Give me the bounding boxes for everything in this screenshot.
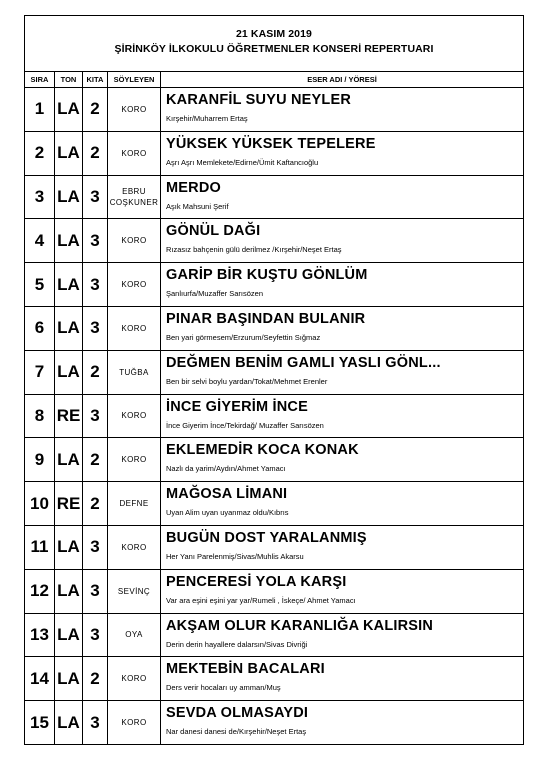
cell-sira <box>25 614 55 657</box>
row-number: 15 <box>30 712 49 732</box>
table-row <box>25 701 523 744</box>
row-number: 4 <box>34 230 45 250</box>
row-number: 8 <box>34 405 45 425</box>
song-region: Nazlı da yarim/Aydın/Ahmet Yamacı <box>166 464 286 474</box>
cell-ton <box>55 263 83 306</box>
cell-kita <box>83 526 108 569</box>
cell-sira <box>25 351 55 394</box>
row-ton: LA <box>57 143 80 163</box>
cell-soyleyen <box>108 132 161 175</box>
row-performer: KORO <box>121 411 147 421</box>
row-ton: LA <box>57 537 80 557</box>
table-row <box>25 570 523 614</box>
row-performer: KORO <box>121 542 147 552</box>
table-row <box>25 395 523 439</box>
row-ton: LA <box>57 668 80 688</box>
row-ton: LA <box>57 274 80 294</box>
table-row <box>25 482 523 526</box>
song-region: Ben bir selvi boylu yardan/Tokat/Mehmet Erenler <box>166 376 328 386</box>
song-region: Şanlıurfa/Muzaffer Sarısözen <box>166 289 263 299</box>
row-number: 9 <box>34 449 45 469</box>
row-performer: EBRU COŞKUNER <box>109 186 159 207</box>
song-region: Ders verir hocaları uy amman/Muş <box>166 683 281 693</box>
row-performer: KORO <box>121 236 147 246</box>
row-performer: OYA <box>125 630 143 640</box>
row-number: 2 <box>34 143 45 163</box>
row-kita: 3 <box>90 274 100 294</box>
row-ton: LA <box>57 712 80 732</box>
column-header-ton: TON <box>55 72 83 87</box>
cell-kita <box>83 570 108 613</box>
cell-soyleyen <box>108 88 161 131</box>
row-number: 5 <box>34 274 45 294</box>
row-performer: KORO <box>121 148 147 158</box>
row-kita: 3 <box>90 581 100 601</box>
cell-ton <box>55 657 83 700</box>
row-performer: SEVİNÇ <box>117 586 151 596</box>
cell-soyleyen <box>108 395 161 438</box>
row-number: 13 <box>30 624 49 644</box>
row-kita: 3 <box>90 537 100 557</box>
row-performer: DEFNE <box>119 499 149 509</box>
cell-kita <box>83 219 108 262</box>
cell-sira <box>25 219 55 262</box>
cell-kita <box>83 307 108 350</box>
cell-eser <box>161 132 523 175</box>
song-region: Ben yari görmesem/Erzurum/Seyfettin Sığmaz <box>166 332 321 342</box>
row-ton: LA <box>57 624 80 644</box>
cell-kita <box>83 657 108 700</box>
cell-sira <box>25 657 55 700</box>
song-title: MAĞOSA LİMANI <box>166 486 288 503</box>
cell-kita <box>83 263 108 306</box>
song-title: SEVDA OLMASAYDI <box>166 705 309 722</box>
table-row <box>25 263 523 307</box>
cell-eser <box>161 395 523 438</box>
cell-sira <box>25 526 55 569</box>
cell-soyleyen <box>108 614 161 657</box>
table-row <box>25 351 523 395</box>
column-header-kita: KITA <box>83 72 108 87</box>
cell-ton <box>55 438 83 481</box>
row-kita: 3 <box>90 318 100 338</box>
row-ton: LA <box>57 318 80 338</box>
song-title: PINAR BAŞINDAN BULANIR <box>166 310 366 327</box>
cell-ton <box>55 88 83 131</box>
cell-soyleyen <box>108 657 161 700</box>
cell-sira <box>25 438 55 481</box>
song-region: Aşrı Aşrı Memlekete/Edirne/Ümit Kaftancıoğlu <box>166 157 319 167</box>
title-block <box>25 16 523 72</box>
cell-kita <box>83 438 108 481</box>
concert-date: 21 KASIM 2019 <box>235 28 312 40</box>
row-kita: 2 <box>90 449 100 469</box>
cell-sira <box>25 570 55 613</box>
cell-kita <box>83 88 108 131</box>
row-number: 7 <box>34 362 45 382</box>
cell-ton <box>55 351 83 394</box>
cell-eser <box>161 263 523 306</box>
column-header-row <box>25 72 523 88</box>
table-row <box>25 614 523 658</box>
row-performer: TUĞBA <box>119 367 149 377</box>
row-number: 10 <box>30 493 49 513</box>
cell-kita <box>83 614 108 657</box>
song-region: Uyan Alim uyan uyanmaz oldu/Kıbrıs <box>166 508 289 518</box>
column-header-soyleyen: SÖYLEYEN <box>108 72 161 87</box>
cell-kita <box>83 132 108 175</box>
song-title: DEĞMEN BENİM GAMLI YASLI GÖNL... <box>166 354 441 371</box>
song-region: Her Yanı Parelenmiş/Sivas/Muhlis Akarsu <box>166 551 304 561</box>
row-kita: 2 <box>90 143 100 163</box>
song-region: Var ara eşini eşini yar yar/Rumeli , İskeçe/ Ahmet Yamacı <box>166 595 356 605</box>
cell-ton <box>55 526 83 569</box>
table-row <box>25 438 523 482</box>
song-region: Derin derin hayallere dalarsın/Sivas Divriği <box>166 639 308 649</box>
cell-ton <box>55 701 83 744</box>
cell-eser <box>161 482 523 525</box>
page-title: ŞİRİNKÖY İLKOKULU ÖĞRETMENLER KONSERİ REPERTUARI <box>114 43 434 55</box>
cell-ton <box>55 307 83 350</box>
row-ton: LA <box>57 99 80 119</box>
row-kita: 3 <box>90 712 100 732</box>
table-row <box>25 88 523 132</box>
table-row <box>25 657 523 701</box>
row-number: 14 <box>30 668 49 688</box>
row-kita: 3 <box>90 405 100 425</box>
cell-sira <box>25 701 55 744</box>
row-ton: LA <box>57 362 80 382</box>
table-row <box>25 176 523 220</box>
song-title: PENCERESİ YOLA KARŞI <box>166 573 347 590</box>
song-title: EKLEMEDİR KOCA KONAK <box>166 442 359 459</box>
cell-soyleyen <box>108 482 161 525</box>
row-number: 1 <box>34 99 45 119</box>
table-row <box>25 526 523 570</box>
song-region: Rızasız bahçenin gülü derilmez /Kırşehir/Neşet Ertaş <box>166 245 342 255</box>
row-number: 11 <box>30 537 49 557</box>
cell-eser <box>161 526 523 569</box>
song-title: GÖNÜL DAĞI <box>166 223 261 240</box>
row-ton: RE <box>56 405 81 425</box>
song-region: İnce Giyerim İnce/Tekirdağ/ Muzaffer Sarısözen <box>166 420 324 430</box>
cell-kita <box>83 351 108 394</box>
table-body <box>25 88 523 744</box>
row-ton: LA <box>57 186 80 206</box>
song-title: KARANFİL SUYU NEYLER <box>166 92 351 108</box>
cell-eser <box>161 307 523 350</box>
cell-soyleyen <box>108 351 161 394</box>
cell-ton <box>55 176 83 219</box>
cell-eser <box>161 351 523 394</box>
cell-eser <box>161 701 523 744</box>
song-title: GARİP BİR KUŞTU GÖNLÜM <box>166 267 368 284</box>
row-kita: 3 <box>90 230 100 250</box>
cell-ton <box>55 132 83 175</box>
row-ton: LA <box>57 230 80 250</box>
row-number: 6 <box>34 318 45 338</box>
cell-kita <box>83 176 108 219</box>
cell-ton <box>55 614 83 657</box>
row-kita: 2 <box>90 99 100 119</box>
song-region: Nar danesi danesi de/Kırşehir/Neşet Ertaş <box>166 727 307 737</box>
cell-kita <box>83 482 108 525</box>
cell-kita <box>83 701 108 744</box>
cell-ton <box>55 395 83 438</box>
song-title: MEKTEBİN BACALARI <box>166 661 325 678</box>
row-performer: KORO <box>121 674 147 684</box>
row-kita: 2 <box>90 493 100 513</box>
row-performer: KORO <box>121 455 147 465</box>
row-performer: KORO <box>121 280 147 290</box>
row-ton: LA <box>57 581 80 601</box>
song-title: MERDO <box>166 179 221 196</box>
cell-eser <box>161 219 523 262</box>
cell-ton <box>55 219 83 262</box>
cell-eser <box>161 614 523 657</box>
row-performer: KORO <box>121 323 147 333</box>
row-kita: 2 <box>90 362 100 382</box>
cell-soyleyen <box>108 176 161 219</box>
cell-eser <box>161 570 523 613</box>
cell-ton <box>55 482 83 525</box>
cell-sira <box>25 132 55 175</box>
row-performer: KORO <box>121 104 147 114</box>
cell-sira <box>25 482 55 525</box>
row-kita: 2 <box>90 668 100 688</box>
cell-sira <box>25 395 55 438</box>
cell-sira <box>25 88 55 131</box>
song-title: BUGÜN DOST YARALANMIŞ <box>166 529 367 546</box>
cell-soyleyen <box>108 219 161 262</box>
table-row <box>25 132 523 176</box>
cell-soyleyen <box>108 438 161 481</box>
cell-soyleyen <box>108 570 161 613</box>
row-kita: 3 <box>90 186 100 206</box>
row-kita: 3 <box>90 624 100 644</box>
row-ton: LA <box>57 449 80 469</box>
column-header-eser: ESER ADI / YÖRESİ <box>307 75 377 84</box>
song-title: İNCE GİYERİM İNCE <box>166 398 308 415</box>
row-ton: RE <box>56 493 81 513</box>
row-number: 12 <box>30 581 49 601</box>
cell-soyleyen <box>108 701 161 744</box>
cell-soyleyen <box>108 263 161 306</box>
cell-ton <box>55 570 83 613</box>
cell-sira <box>25 307 55 350</box>
cell-sira <box>25 263 55 306</box>
cell-soyleyen <box>108 307 161 350</box>
table-row <box>25 307 523 351</box>
row-performer: KORO <box>121 718 147 728</box>
cell-kita <box>83 395 108 438</box>
cell-sira <box>25 176 55 219</box>
song-region: Aşık Mahsuni Şerif <box>166 201 229 211</box>
row-number: 3 <box>34 186 45 206</box>
repertoire-table <box>24 15 524 745</box>
cell-eser <box>161 176 523 219</box>
song-title: YÜKSEK YÜKSEK TEPELERE <box>166 135 376 152</box>
song-region: Kırşehir/Muharrem Ertaş <box>166 114 248 123</box>
cell-soyleyen <box>108 526 161 569</box>
song-title: AKŞAM OLUR KARANLIĞA KALIRSIN <box>166 617 434 634</box>
cell-eser <box>161 88 523 131</box>
cell-eser <box>161 438 523 481</box>
cell-eser <box>161 657 523 700</box>
column-header-sira: SIRA <box>25 72 55 87</box>
table-row <box>25 219 523 263</box>
